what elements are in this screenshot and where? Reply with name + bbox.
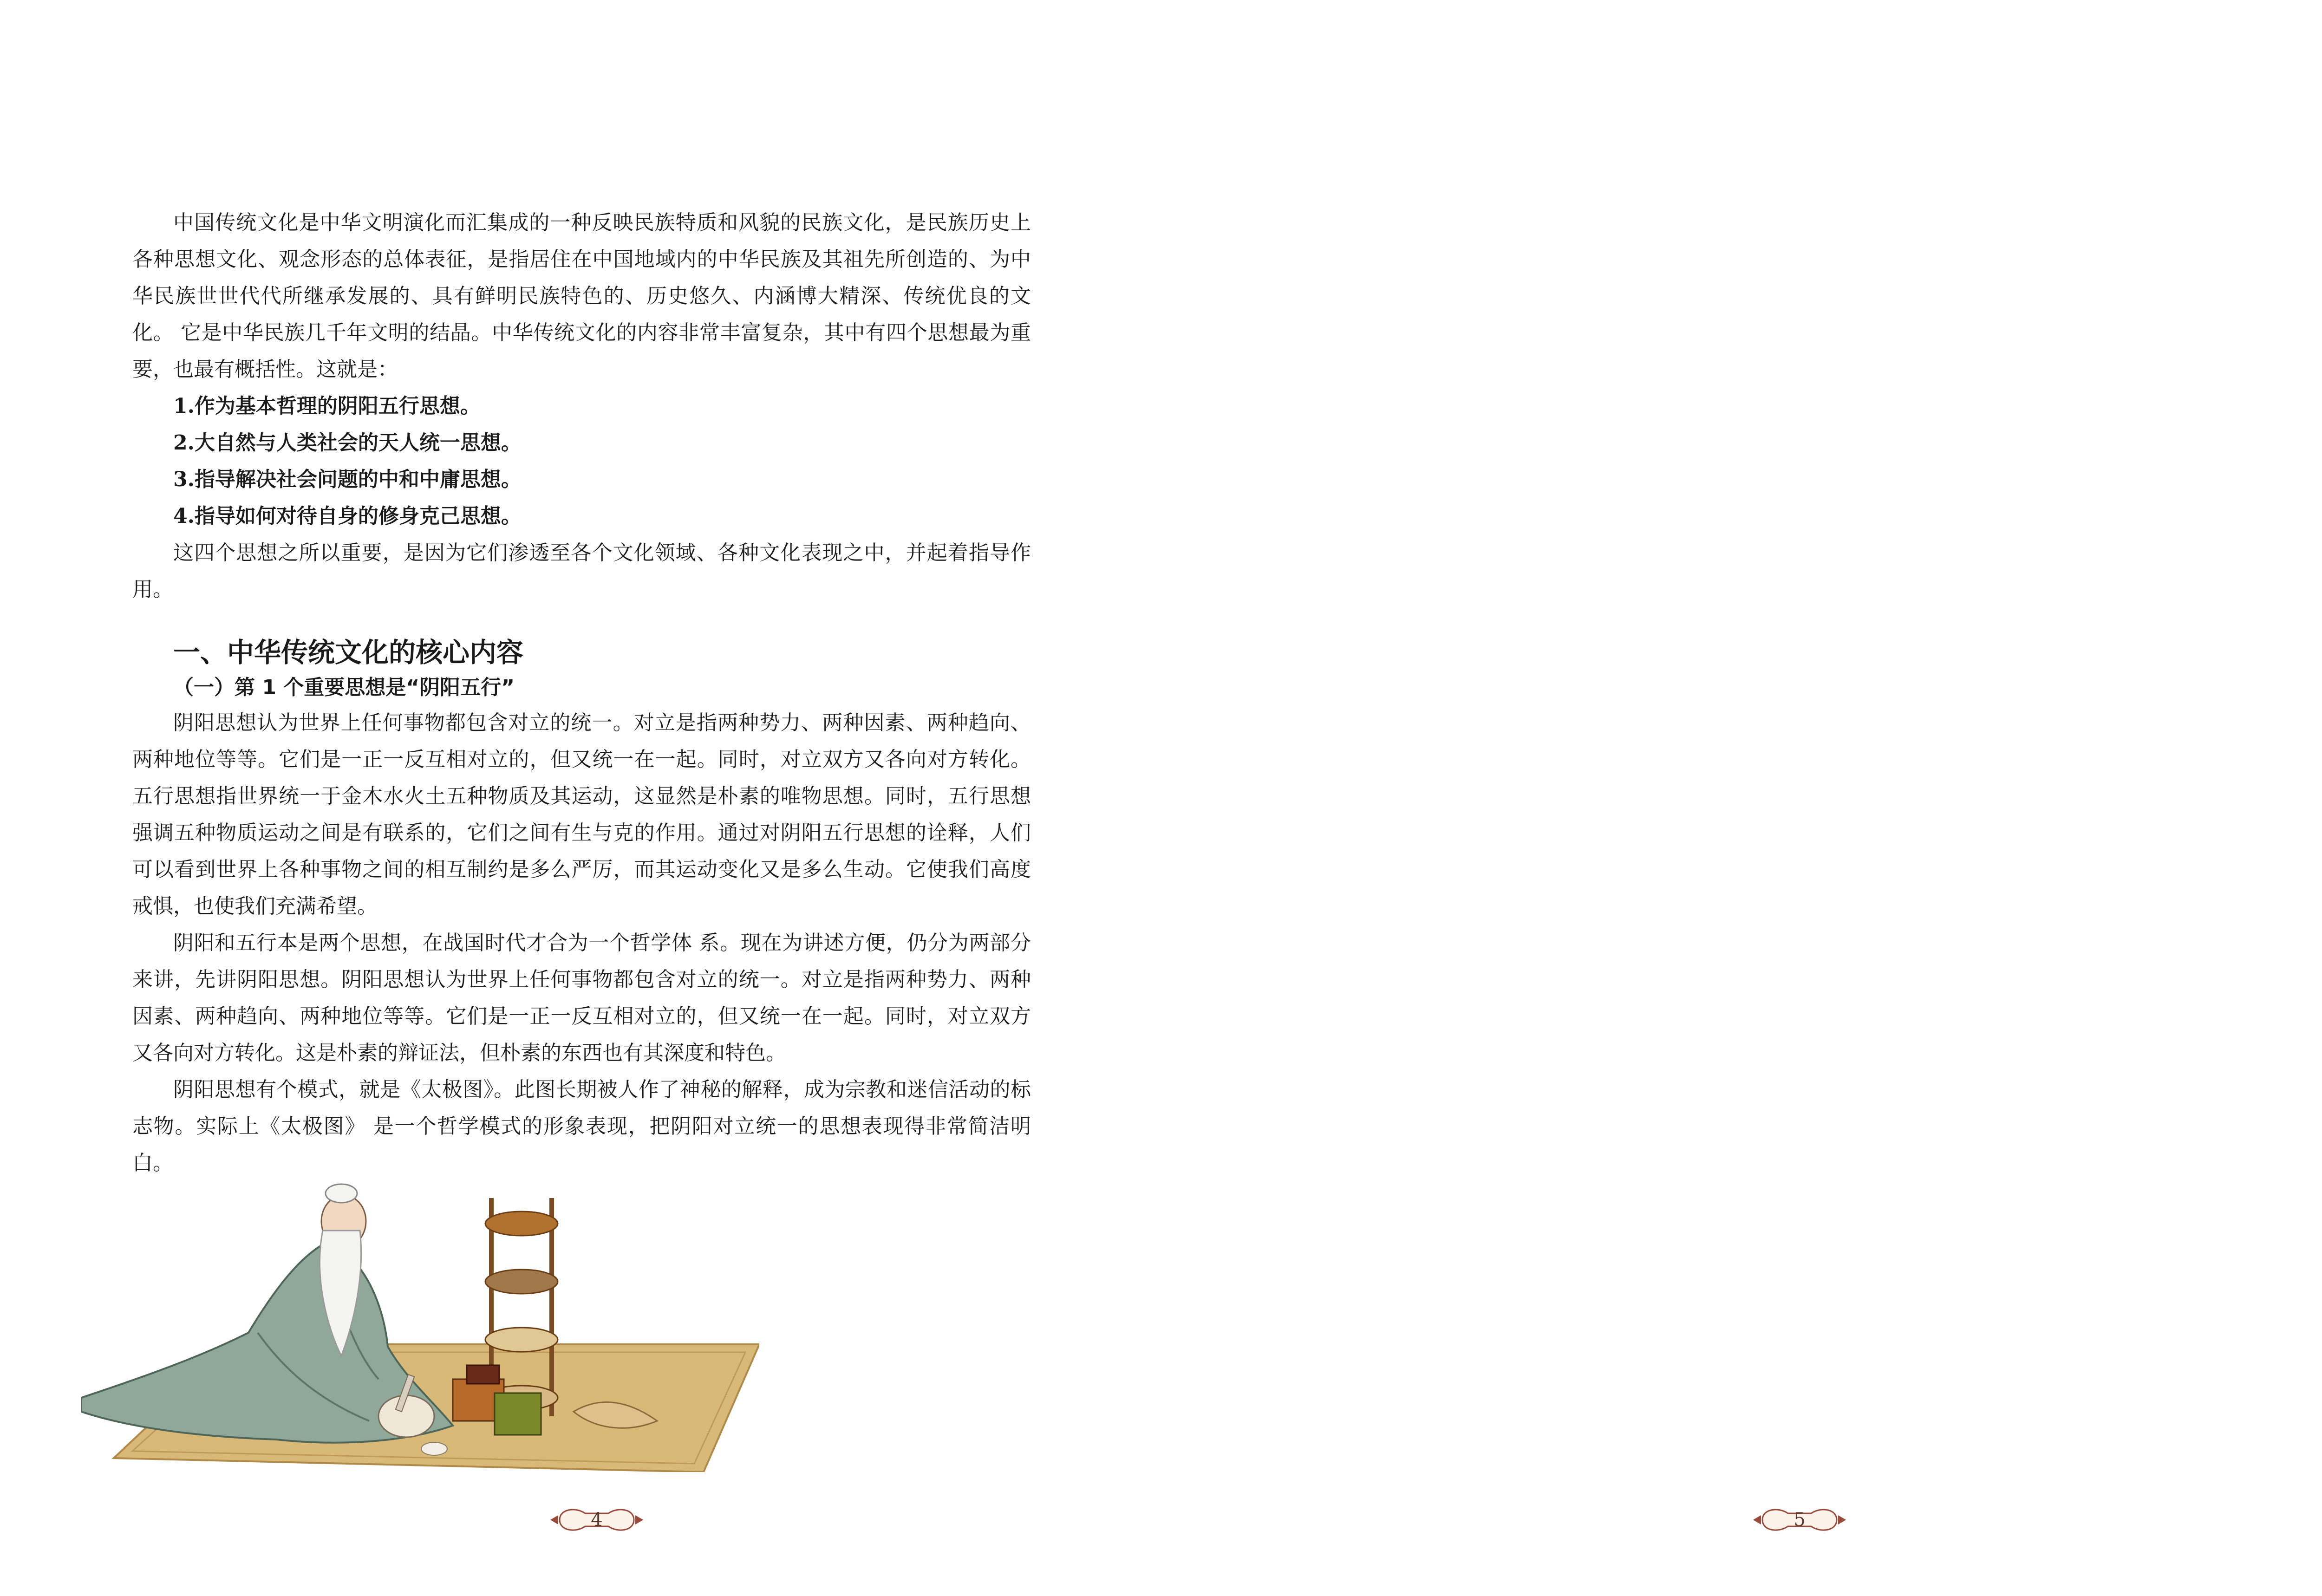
page-number-badge bbox=[1751, 1502, 1848, 1537]
list-item: 3.指导解决社会问题的中和中庸思想。 bbox=[173, 468, 522, 491]
page-number: 5 bbox=[1794, 1509, 1806, 1531]
body-paragraph: 这四个思想之所以重要，是因为它们渗透至各个文化领域、各种文化表现之中，并起着指导作用。 bbox=[132, 541, 1031, 601]
page-number-badge bbox=[548, 1502, 646, 1537]
body-paragraph: 阴阳和五行本是两个思想，在战国时代才合为一个哲学体 系。现在为讲述方便，仍分为两部分来讲，先讲阴阳思想。阴阳思想认为世界上任何事物都包含对立的统一。对立是指两种势力、两种因素、两种趋向、两种地位等等。它们是一正一反互相对立的，但又统一在一起。同时，对立双方又各向对方转化。这是朴素的辩证法，但朴素的东西也有其深度和特色。 bbox=[132, 931, 1031, 1065]
intro-paragraph: 中国传统文化是中华文明演化而汇集成的一种反映民族特质和风貌的民族文化，是民族历史上各种思想文化、观念形态的总体表征，是指居住在中国地域内的中华民族及其祖先所创造的、为中华民族世世代代所继承发展的、具有鲜明民族特色的、历史悠久、内涵博大精深、传统优良的文化。 它是中华民族几千年文明的结晶。中华传统文化的内容非常丰富复杂，其中有四个思想最为重要，也最有概括性。这就是： bbox=[132, 211, 1031, 381]
right-page bbox=[1168, 0, 2322, 1596]
list-item: 4.指导如何对待自身的修身克己思想。 bbox=[173, 504, 522, 528]
left-page-text bbox=[132, 204, 1031, 1181]
page-number: 4 bbox=[591, 1509, 603, 1531]
sub-title: （一）第 1 个重要思想是“阴阳五行” bbox=[173, 676, 515, 699]
list-item: 1.作为基本哲理的阴阳五行思想。 bbox=[173, 394, 481, 418]
body-paragraph: 阴阳思想认为世界上任何事物都包含对立的统一。对立是指两种势力、两种因素、两种趋向、两种地位等等。它们是一正一反互相对立的，但又统一在一起。同时，对立双方又各向对方转化。五行思想指世界统一于金木水火土五种物质及其运动，这显然是朴素的唯物思想。同时，五行思想强调五种物质运动之间是有联系的，它们之间有生与克的作用。通过对阴阳五行思想的诠释，人们可以看到世界上各种事物之间的相互制约是多么严厉，而其运动变化又是多么生动。它使我们高度戒惧，也使我们充满希望。 bbox=[132, 711, 1031, 918]
section-title: 一、中华传统文化的核心内容 bbox=[173, 637, 524, 668]
sage-illustration bbox=[81, 1179, 759, 1472]
list-item: 2.大自然与人类社会的天人统一思想。 bbox=[173, 431, 522, 455]
body-paragraph: 阴阳思想有个模式，就是《太极图》。此图长期被人作了神秘的解释，成为宗教和迷信活动的标志物。实际上《太极图》 是一个哲学模式的形象表现，把阴阳对立统一的思想表现得非常简洁明白。 bbox=[132, 1078, 1031, 1175]
